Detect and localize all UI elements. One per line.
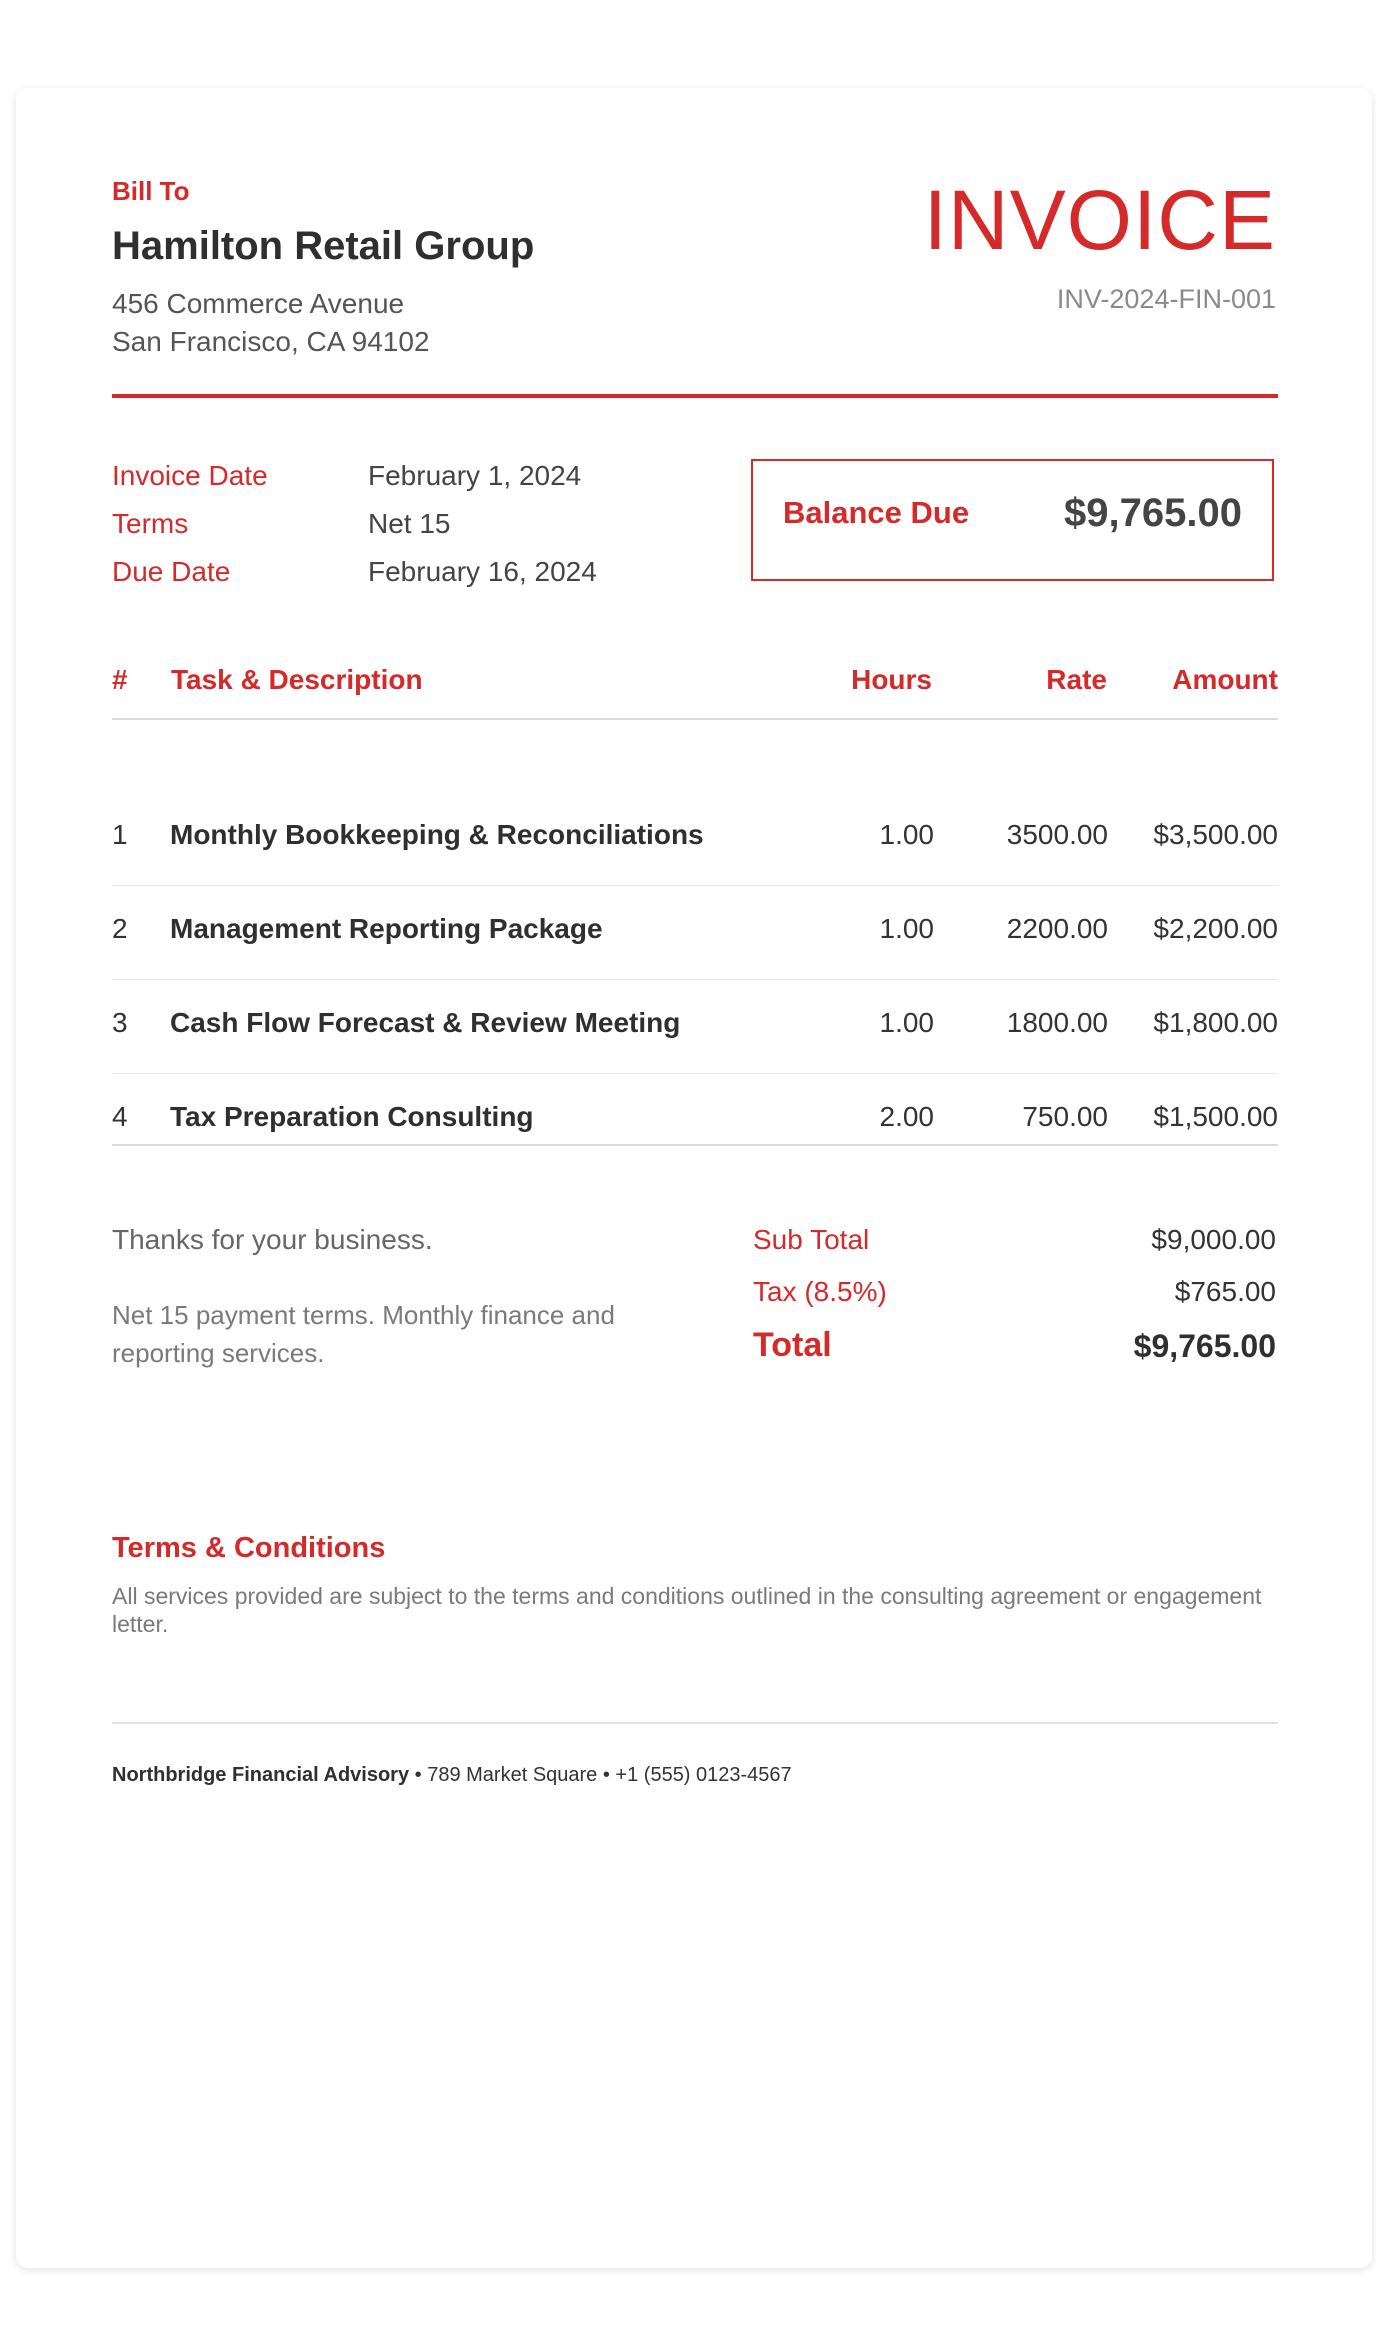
thanks-message: Thanks for your business. bbox=[112, 1224, 433, 1255]
row-description: Monthly Bookkeeping & Reconciliations bbox=[170, 819, 704, 850]
footer-details: • 789 Market Square • +1 (555) 0123-4567 bbox=[409, 1764, 792, 1786]
row-amount: $1,800.00 bbox=[1153, 1007, 1278, 1038]
client-address-line1: 456 Commerce Avenue bbox=[112, 288, 405, 319]
row-hours: 2.00 bbox=[879, 1101, 934, 1132]
table-row bbox=[112, 791, 1278, 886]
row-hours: 1.00 bbox=[879, 819, 934, 850]
terms-conditions-text: All services provided are subject to the terms and conditions outlined in the consulting agreement or engagement letter. bbox=[112, 1583, 1262, 1637]
tax-value: $765.00 bbox=[1174, 1276, 1276, 1307]
row-amount: $2,200.00 bbox=[1153, 913, 1278, 944]
footer-divider bbox=[112, 1722, 1278, 1724]
column-header-amount: Amount bbox=[1172, 664, 1278, 695]
invoice-title: INVOICE bbox=[923, 173, 1276, 267]
row-rate: 750.00 bbox=[1022, 1101, 1108, 1132]
row-number: 4 bbox=[112, 1101, 128, 1132]
row-description: Tax Preparation Consulting bbox=[170, 1101, 534, 1132]
row-rate: 2200.00 bbox=[1006, 913, 1108, 944]
due-date-label: Due Date bbox=[112, 556, 231, 587]
bill-to-label: Bill To bbox=[112, 176, 190, 206]
row-number: 1 bbox=[112, 819, 128, 850]
row-amount: $1,500.00 bbox=[1153, 1101, 1278, 1132]
invoice-date-label: Invoice Date bbox=[112, 460, 268, 491]
balance-due-label: Balance Due bbox=[783, 495, 970, 530]
table-row bbox=[112, 885, 1278, 980]
terms-value: Net 15 bbox=[368, 508, 451, 539]
footer-company: Northbridge Financial Advisory bbox=[112, 1764, 410, 1786]
row-number: 3 bbox=[112, 1007, 128, 1038]
terms-conditions-title: Terms & Conditions bbox=[112, 1532, 386, 1564]
invoice-card bbox=[16, 88, 1372, 2268]
column-header-rate: Rate bbox=[1046, 664, 1107, 695]
row-number: 2 bbox=[112, 913, 128, 944]
balance-due-amount: $9,765.00 bbox=[1064, 491, 1242, 535]
row-description: Management Reporting Package bbox=[170, 913, 603, 944]
header-divider bbox=[112, 394, 1278, 398]
invoice-number: INV-2024-FIN-001 bbox=[1056, 284, 1276, 314]
tax-label: Tax (8.5%) bbox=[753, 1276, 887, 1307]
due-date-value: February 16, 2024 bbox=[368, 556, 597, 587]
client-name: Hamilton Retail Group bbox=[112, 224, 535, 268]
column-header-hours: Hours bbox=[851, 664, 932, 695]
table-row bbox=[112, 1073, 1278, 1167]
total-label: Total bbox=[753, 1326, 832, 1364]
balance-due-box bbox=[751, 459, 1274, 581]
row-rate: 1800.00 bbox=[1006, 1007, 1108, 1038]
row-rate: 3500.00 bbox=[1006, 819, 1108, 850]
subtotal-value: $9,000.00 bbox=[1151, 1224, 1276, 1255]
table-row bbox=[112, 979, 1278, 1074]
table-header-divider bbox=[112, 718, 1278, 720]
invoice-date-value: February 1, 2024 bbox=[368, 460, 582, 491]
row-hours: 1.00 bbox=[879, 1007, 934, 1038]
items-end-divider bbox=[112, 1144, 1278, 1146]
client-address-line2: San Francisco, CA 94102 bbox=[112, 326, 430, 357]
payment-note: Net 15 payment terms. Monthly finance and reporting services. bbox=[112, 1300, 615, 1368]
row-hours: 1.00 bbox=[879, 913, 934, 944]
subtotal-label: Sub Total bbox=[753, 1224, 870, 1255]
row-amount: $3,500.00 bbox=[1153, 819, 1278, 850]
row-description: Cash Flow Forecast & Review Meeting bbox=[170, 1007, 681, 1038]
column-header-description: Task & Description bbox=[171, 664, 423, 695]
column-header-number: # bbox=[112, 664, 128, 695]
footer bbox=[112, 1764, 792, 1787]
total-value: $9,765.00 bbox=[1133, 1328, 1276, 1364]
terms-label: Terms bbox=[112, 508, 189, 539]
